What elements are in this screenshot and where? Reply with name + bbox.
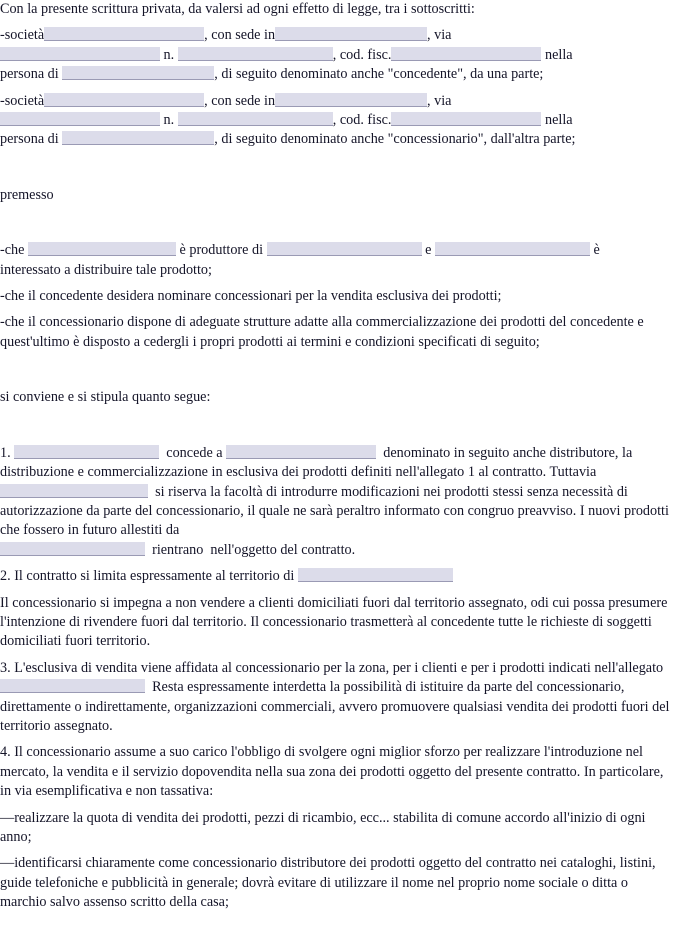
spacer (0, 85, 673, 92)
party-two-codfisc-label: , cod. fisc. (332, 112, 392, 129)
party-one-nella-label: nella (545, 46, 573, 63)
party-one-street-field[interactable] (0, 47, 160, 61)
stipula-heading: si conviene e si stipula quanto segue: (0, 389, 211, 406)
clause1-reserving-party-field[interactable] (0, 484, 148, 498)
spacer (0, 736, 673, 743)
party-one-line2 (0, 46, 673, 65)
clause-1-text-4: rientrano nell'oggetto del contratto. (152, 541, 356, 558)
party-two-n-label: n. (163, 112, 175, 129)
clause-4-bullet-2: —identificarsi chiaramente come concessionario distributore dei prodotti oggetto del contratto nei cataloghi, listini, guide telefoniche e pubblicità in generale; dovrà evitare di utilizzare il nome nel proprio nome sociale o ditta o marchio salvo assenso scritto della casa; (0, 855, 656, 911)
premesso-product-field[interactable] (267, 242, 422, 256)
spacer (0, 560, 673, 567)
premesso-interested-party-field[interactable] (435, 242, 590, 256)
party-two-street-field[interactable] (0, 112, 160, 126)
clause-2-text-1: 2. Il contratto si limita espressamente al territorio di (0, 568, 295, 585)
clause-1-text-3: si riserva la facoltà di introdurre modificazioni nei prodotti stessi senza necessità di autorizzazione da parte del concessionario, il quale ne sarà peraltro informato con congruo preavviso. I nuovi prodotti che fossero in futuro allestiti da (0, 483, 669, 539)
party-two-via-label: , via (427, 92, 452, 109)
premesso-item1-conj: e (425, 242, 432, 259)
spacer (0, 587, 673, 594)
party-one-person-field[interactable] (62, 66, 214, 80)
spacer (0, 19, 673, 26)
premesso-item-1 (0, 241, 673, 280)
clause-4: 4. Il concessionario assume a suo carico l'obbligo di svolgere ogni miglior sforzo per realizzare l'introduzione nel mercato, la vendita e il servizio dopovendita nella sua zona dei prodotti oggetto del presente contratto. In particolare, in via esemplificativa e non tassativa: (0, 744, 664, 800)
party-one-consede-label: , con sede in (204, 27, 276, 44)
clause-4-bullet-1: —realizzare la quota di vendita dei prodotti, pezzi di ricambio, ecc... stabilita di comune accordo all'inizio di ogni anno; (0, 809, 646, 845)
spacer (0, 652, 673, 659)
clause3-annex-field[interactable] (0, 679, 145, 693)
clause-1-text-1: concede a (166, 444, 223, 461)
party-two-consede-label: , con sede in (204, 92, 276, 109)
party-one-societa-label: -società (0, 27, 45, 44)
premesso-item1-mid: è produttore di (179, 242, 264, 259)
clause-3-text-1: 3. L'esclusiva di vendita viene affidata al concessionario per la zona, per i clienti e per i prodotti indicati nell'allegato (0, 659, 664, 676)
party-two-societa-label: -società (0, 92, 45, 109)
clause-2-heading (0, 567, 673, 586)
clause2-territory-field[interactable] (298, 568, 453, 582)
spacer (0, 408, 673, 444)
spacer (0, 352, 673, 388)
premesso-item1-end: è (593, 242, 600, 259)
clause-1-number: 1. (0, 444, 11, 461)
party-two-taxcode-field[interactable] (391, 112, 541, 126)
party-one-persona-label: persona di (0, 66, 59, 83)
spacer (0, 150, 673, 186)
clause1-future-products-field[interactable] (0, 542, 145, 556)
clause-3-text-2: Resta espressamente interdetta la possibilità di istituire da parte del concessionario, direttamente o indirettamente, organizzazioni commerciali, avvero promuovere qualsiasi vendita dei prodotti fuori del territorio assegnato. (0, 679, 670, 734)
clause-3 (0, 659, 673, 737)
intro-line: Con la presente scrittura privata, da valersi ad ogni effetto di legge, tra i sottoscritti: (0, 1, 475, 17)
party-one-tail-label: , di seguito denominato anche "concedente", da una parte; (214, 66, 544, 83)
party-one-via-label: , via (427, 27, 452, 44)
clause1-grantor-field[interactable] (14, 445, 159, 459)
premesso-item-2: -che il concedente desidera nominare concessionari per la vendita esclusiva dei prodotti; (0, 288, 502, 305)
party-two-line3 (0, 130, 673, 149)
clause1-grantee-field[interactable] (226, 445, 376, 459)
party-two-tail-label: , di seguito denominato anche "concessionario", dall'altra parte; (214, 131, 576, 148)
spacer (0, 306, 673, 313)
party-two-company-field[interactable] (44, 93, 204, 107)
spacer (0, 205, 673, 241)
spacer (0, 847, 673, 854)
party-two-block (0, 92, 673, 150)
premesso-producer-field[interactable] (28, 242, 176, 256)
party-one-block (0, 26, 673, 84)
clause-1 (0, 444, 673, 560)
party-one-taxcode-field[interactable] (391, 47, 541, 61)
party-one-line1 (0, 26, 673, 45)
party-one-city-field[interactable] (275, 27, 427, 41)
party-one-line3 (0, 65, 673, 84)
party-two-city-field[interactable] (275, 93, 427, 107)
party-two-streetnumber-field[interactable] (178, 112, 333, 126)
party-two-line2 (0, 111, 673, 130)
premesso-item1-lead: -che (0, 242, 25, 259)
premesso-item-3: -che il concessionario dispone di adeguate strutture adatte alla commercializzazione dei prodotti del concedente e quest'ultimo è disposto a cedergli i propri prodotti ai termini e condizioni specificati di seguito; (0, 314, 644, 350)
party-two-persona-label: persona di (0, 131, 59, 148)
premesso-item1-continuation: interessato a distribuire tale prodotto; (0, 261, 212, 278)
party-two-person-field[interactable] (62, 131, 214, 145)
party-one-company-field[interactable] (44, 27, 204, 41)
spacer (0, 280, 673, 287)
clause-1-text-2: denominato in seguito anche distributore, la distribuzione e commercializzazione in esclusiva dei prodotti definiti nell'allegato 1 al contratto. Tuttavia (0, 444, 633, 481)
clause-2-body: Il concessionario si impegna a non vendere a clienti domiciliati fuori dal territorio assegnato, odi cui possa presumere l'intenzione di rivendere fuori dal territorio. Il concessionario trasmetterà al concedente tutte le richieste di soggetti domiciliati fuori territorio. (0, 594, 668, 650)
party-two-nella-label: nella (545, 112, 573, 129)
party-one-n-label: n. (163, 46, 175, 63)
party-one-codfisc-label: , cod. fisc. (332, 46, 392, 63)
party-two-line1 (0, 92, 673, 111)
party-one-streetnumber-field[interactable] (178, 47, 333, 61)
spacer (0, 802, 673, 809)
premesso-heading: premesso (0, 186, 54, 203)
